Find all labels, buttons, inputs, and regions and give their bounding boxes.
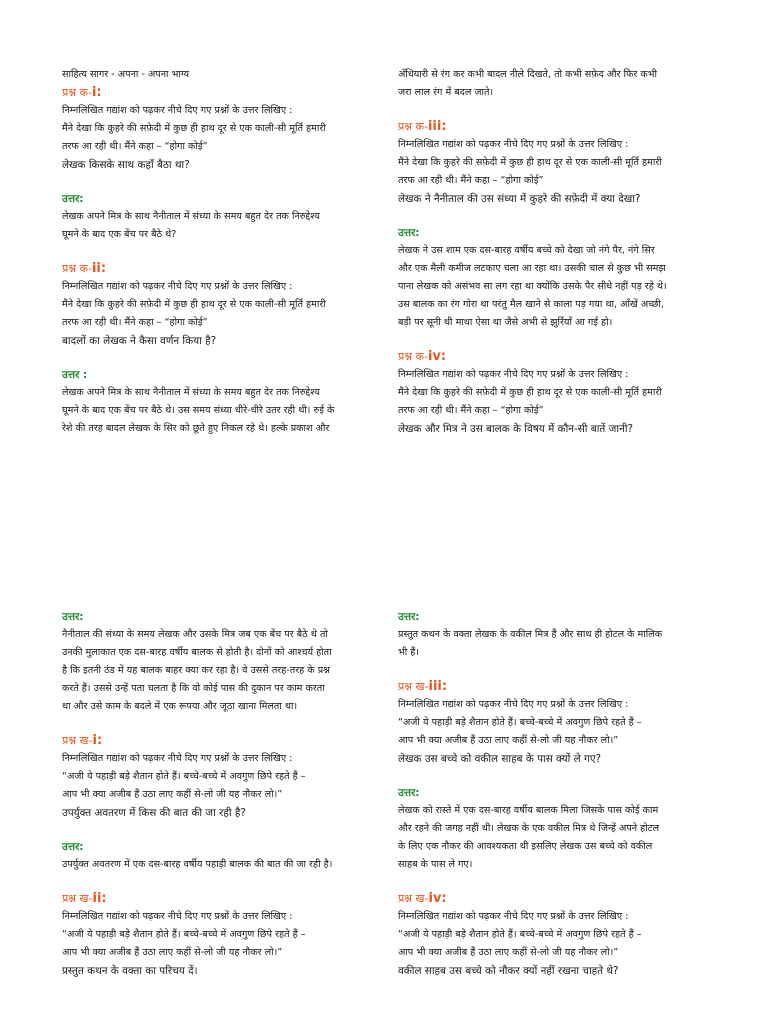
question-label-prefix: प्रश्न क- [62,262,92,275]
passage-line: मैंने देखा कि कुहरे की सफ़ेदी में कुछ ही हाथ दूर से एक काली-सी मूर्ति हमारी [398,157,662,168]
question-number: i: [92,733,103,748]
question-instruction: निम्नलिखित गद्यांश को पढ़कर नीचे दिए गए प्रश्नों के उत्तर लिखिए : [62,911,293,922]
passage-line: “अजी ये पहाड़ी बड़े शैतान होते हैं। बच्चे-बच्चे में अवगुण छिपे रहते हैं – [398,717,642,728]
question-instruction: निम्नलिखित गद्यांश को पढ़कर नीचे दिए गए प्रश्नों के उत्तर लिखिए : [398,139,629,150]
answer-line: और रहने की जगह नहीं थी। लेखक के एक वकील मित्र थे जिन्हें अपने होटल [398,823,660,834]
answer-block [62,608,382,716]
passage-line: आप भी क्या अजीब हैं उठा लाए कहीं से-लो जी यह नौकर लो।” [398,947,619,958]
answer-line: के लिए एक नौकर की आवश्यकता थी इसलिए लेखक उस बच्चे को वकील [398,841,653,852]
passage-line: “अजी ये पहाड़ी बड़े शैतान होते हैं। बच्चे-बच्चे में अवगुण छिपे रहते हैं – [398,929,642,940]
question-instruction: निम्नलिखित गद्यांश को पढ़कर नीचे दिए गए प्रश्नों के उत्तर लिखिए : [62,281,293,292]
answer-block [398,224,733,332]
answer-label: उत्तर: [62,611,84,623]
question-text: लेखक और मित्र ने उस बालक के विषय में कौन-सी बातें जानी? [398,423,634,435]
question-block [62,732,382,822]
question-number: iv: [428,891,447,906]
answer-label: उत्तर: [398,611,420,623]
question-label [398,890,733,908]
question-label-prefix: प्रश्न ख- [62,892,93,905]
passage-line: आप भी क्या अजीब हैं उठा लाए कहीं से-लो जी यह नौकर लो।” [62,947,283,958]
question-instruction: निम्नलिखित गद्यांश को पढ़कर नीचे दिए गए प्रश्नों के उत्तर लिखिए : [398,911,629,922]
answer-line: बड़ी पर सूनी थी माथा ऐसा था जैसे अभी से झुर्रियाँ आ गई हो। [398,317,613,328]
answer-line: नैनीताल की संध्या के समय लेखक और उसके मित्र जब एक बेंच पर बैठे थे तो [62,629,328,640]
answer-block [398,608,733,662]
answer-label: उत्तर : [62,369,88,381]
question-text: लेखक ने नैनीताल की उस संध्या में कुहरे की सफ़ेदी में क्या देखा? [398,193,641,205]
page1-right-column [398,66,733,454]
question-label-prefix: प्रश्न क- [398,350,428,363]
question-label-prefix: प्रश्न ख- [62,734,93,747]
question-text: बादलों का लेखक ने कैसा वर्णन किया है? [62,335,217,347]
question-number: ii: [91,261,107,276]
question-label-prefix: प्रश्न क- [62,86,92,99]
question-number: iv: [427,349,447,364]
text-line: अँधियारी से रंग कर कभी बादल नीले दिखते, तो कभी सफ़ेद और फिर कभी [398,69,658,80]
answer-line: उपर्युक्त अवतरण में एक दस-बारह वर्षीय पहाड़ी बालक की बात की जा रही है। [62,859,333,870]
question-block [398,348,733,438]
passage-line: “अजी ये पहाड़ी बड़े शैतान होते हैं। बच्चे-बच्चे में अवगुण छिपे रहते हैं – [62,929,306,940]
answer-block [398,784,733,874]
answer-block [62,366,382,438]
passage-line: तरफ आ रही थी। मैंने कहा – “होगा कोई” [398,405,544,416]
answer-line: और एक मैली कमीज लटकाए चला आ रहा था। उसकी चाल से कुछ भी समझ [398,263,666,274]
answer-line: घूमने के बाद एक बेंच पर बैठे थे। उस समय संध्या धीरे-धीरे उतर रही थी। रुई के [62,405,335,416]
question-text: लेखक उस बच्चे को वकील साहब के पास क्यों ले गए? [398,753,602,765]
answer-label: उत्तर: [62,841,84,853]
question-label [62,260,382,278]
passage-line: तरफ आ रही थी। मैंने कहा – “होगा कोई” [398,175,544,186]
answer-line: उनकी मुलाकात एक दस-बारह वर्षीय बालक से होती है। दोनों को आश्चर्य होता [62,647,332,658]
question-text: लेखक किसके साथ कहाँ बैठा था? [62,159,190,171]
answer-line: पाना लेखक को असंभव सा लग रहा था क्योंकि उसके पैर सीधे नहीं पड़ रहे थे। [398,281,667,292]
passage-line: तरफ आ रही थी। मैंने कहा – “होगा कोई” [62,141,208,152]
question-block [62,84,382,174]
question-instruction: निम्नलिखित गद्यांश को पढ़कर नीचे दिए गए प्रश्नों के उत्तर लिखिए : [398,699,629,710]
passage-line: मैंने देखा कि कुहरे की सफ़ेदी में कुछ ही हाथ दूर से एक काली-सी मूर्ति हमारी [62,299,326,310]
question-label-prefix: प्रश्न ख- [398,680,429,693]
question-block [62,260,382,350]
question-number: i: [91,85,102,100]
question-block [398,118,733,208]
question-block [398,890,733,980]
answer-label: उत्तर: [62,193,84,205]
question-block [398,678,733,768]
question-number: ii: [92,891,107,906]
question-instruction: निम्नलिखित गद्यांश को पढ़कर नीचे दिए गए प्रश्नों के उत्तर लिखिए : [62,105,293,116]
text-block [398,66,733,102]
answer-line: था और उसे काम के बदले में एक रूपया और जूठा खाना मिलता था। [62,701,298,712]
question-label [398,678,733,696]
passage-line: तरफ आ रही थी। मैंने कहा – “होगा कोई” [62,317,208,328]
question-number: iii: [428,679,448,694]
answer-line: है कि इतनी ठंड में यह बालक बाहर क्या कर रहा है। वे उससे तरह-तरह के प्रश्न [62,665,330,676]
question-label [398,118,733,136]
question-number: iii: [427,119,447,134]
answer-line: साहब के पास ले गए। [398,859,473,870]
passage-line: आप भी क्या अजीब हैं उठा लाए कहीं से-लो जी यह नौकर लो।” [398,735,619,746]
page1-left-column [62,66,382,454]
question-label-prefix: प्रश्न क- [398,120,428,133]
passage-line: “अजी ये पहाड़ी बड़े शैतान होते हैं। बच्चे-बच्चे में अवगुण छिपे रहते हैं – [62,771,306,782]
answer-line: प्रस्तुत कथन के वक्ता लेखक के वकील मित्र हैं और साथ ही होटल के मालिक [398,629,663,640]
answer-line: लेखक ने उस शाम एक दस-बारह वर्षीय बच्चे को देखा जो नंगे पैर, नंगे सिर [398,245,655,256]
answer-line: रेशे की तरह बादल लेखक के सिर को छूते हुए निकल रहे थे। हल्के प्रकाश और [62,423,330,434]
answer-label: उत्तर: [398,787,420,799]
question-block [62,890,382,980]
question-label [398,348,733,366]
passage-line: आप भी क्या अजीब हैं उठा लाए कहीं से-लो जी यह नौकर लो।” [62,789,283,800]
question-label [62,84,382,102]
passage-line: मैंने देखा कि कुहरे की सफ़ेदी में कुछ ही हाथ दूर से एक काली-सी मूर्ति हमारी [62,123,326,134]
question-label [62,890,382,908]
answer-line: घूमने के बाद एक बेंच पर बैठे थे? [62,229,177,240]
question-label-prefix: प्रश्न ख- [398,892,429,905]
answer-line: लेखक अपने मित्र के साथ नैनीताल में संध्या के समय बहुत देर तक निरुद्देश्य [62,211,320,222]
question-text: वकील साहब उस बच्चे को नौकर क्यों नहीं रखना चाहते थे? [398,965,619,977]
answer-line: भी हैं। [398,647,420,658]
question-text: उपर्युक्त अवतरण में किस की बात की जा रही है? [62,807,246,819]
passage-line: मैंने देखा कि कुहरे की सफ़ेदी में कुछ ही हाथ दूर से एक काली-सी मूर्ति हमारी [398,387,662,398]
answer-block [62,838,382,874]
question-label [62,732,382,750]
answer-line: लेखक अपने मित्र के साथ नैनीताल में संध्या के समय बहुत देर तक निरुद्देश्य [62,387,320,398]
text-line: जरा लाल रंग में बदल जाते। [398,87,494,98]
answer-line: उस बालक का रंग गोरा था परंतु मैल खाने से काला पड़ गया था, आँखें अच्छी, [398,299,664,310]
answer-line: करते हैं। उससे उन्हें पता चलता है कि वो कोई पास की दुकान पर काम करता [62,683,325,694]
answer-label: उत्तर: [398,227,420,239]
answer-block [62,190,382,244]
answer-line: लेखक को रास्ते में एक दस-बारह वर्षीय बालक मिला जिसके पास कोई काम [398,805,659,816]
page-header: साहित्य सागर - अपना - अपना भाग्य [62,69,190,80]
page2-left-column [62,608,382,996]
question-text: प्रस्तुत कथन के वक्ता का परिचय दें। [62,965,198,977]
page2-right-column [398,608,733,996]
question-instruction: निम्नलिखित गद्यांश को पढ़कर नीचे दिए गए प्रश्नों के उत्तर लिखिए : [398,369,629,380]
question-instruction: निम्नलिखित गद्यांश को पढ़कर नीचे दिए गए प्रश्नों के उत्तर लिखिए : [62,753,293,764]
